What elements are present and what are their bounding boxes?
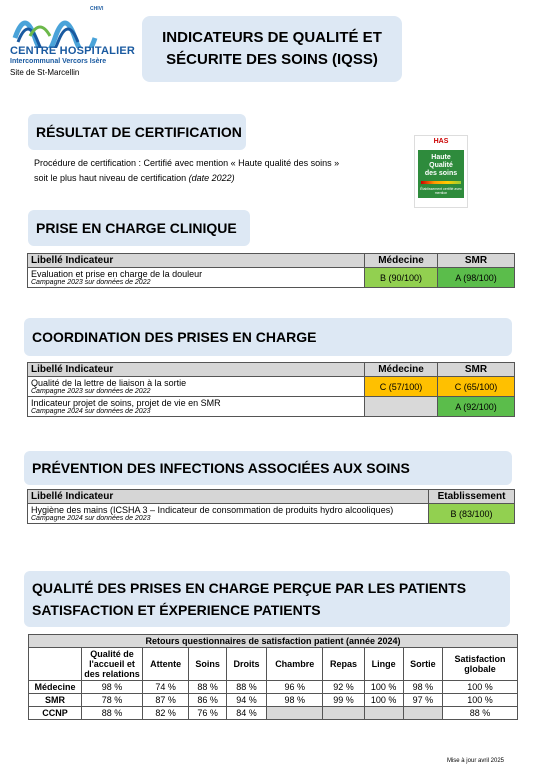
coordination-heading: COORDINATION DES PRISES EN CHARGE bbox=[24, 318, 512, 356]
table-row: Hygiène des mains (ICSHA 3 – Indicateur de consommation de produits hydro alcooliques) Campagne 2024 sur données de 2023 B (83/100) bbox=[28, 504, 515, 524]
table-row: Médecine 98 % 74 % 88 % 88 % 96 % 92 % 100 % 98 % 100 % bbox=[29, 681, 518, 694]
table-row: SMR 78 % 87 % 86 % 94 % 98 % 99 % 100 % 97 % 100 % bbox=[29, 694, 518, 707]
table-row: Evaluation et prise en charge de la douleur Campagne 2023 sur données de 2022 B (90/100) A (98/100) bbox=[28, 268, 515, 288]
prevention-table: Libellé Indicateur Etablissement Hygiène des mains (ICSHA 3 – Indicateur de consommation de produits hydro alcooliques) Campagne 2024 sur données de 2023 B (83/100) bbox=[27, 489, 515, 524]
logo-subtitle: Intercommunal Vercors Isère bbox=[10, 58, 107, 65]
prevention-heading: PRÉVENTION DES INFECTIONS ASSOCIÉES AUX SOINS bbox=[24, 451, 512, 485]
satisfaction-table: Retours questionnaires de satisfaction patient (année 2024) Qualité de l'accueil et des relations Attente Soins Droits Chambre Repas Linge Sortie Satisfaction globale Médecine 98 % 74 % 88 % 88 % 96 % 92 % 100 % 98 % 100 % SMR 78 % 87 % 86 % 94 % 98 % 99 % 100 % 97 % 100 % CCNP 88 % 82 % 76 % 84 % 88 % bbox=[28, 634, 518, 720]
satisfaction-heading: QUALITÉ DES PRISES EN CHARGE PERÇUE PAR LES PATIENTS SATISFACTION ET ÉXPERIENCE PATIENTS bbox=[24, 571, 510, 627]
logo-acronym: CHIVI bbox=[90, 6, 104, 12]
table-row: CCNP 88 % 82 % 76 % 84 % 88 % bbox=[29, 707, 518, 720]
update-date: Mise à jour avril 2025 bbox=[446, 758, 504, 764]
table-row: Qualité de la lettre de liaison à la sortie Campagne 2023 sur données de 2022 C (57/100) C (65/100) bbox=[28, 377, 515, 397]
logo-name: CENTRE HOSPITALIER bbox=[10, 45, 136, 57]
site-name: Site de St-Marcellin bbox=[10, 68, 80, 77]
has-badge: HAS Haute Qualité des soins Établissement certifié avec mention bbox=[414, 135, 468, 208]
hospital-logo bbox=[10, 8, 120, 48]
clinique-table: Libellé Indicateur Médecine SMR Evaluation et prise en charge de la douleur Campagne 2023 sur données de 2022 B (90/100) A (98/100) bbox=[27, 253, 515, 288]
certification-text: Procédure de certification : Certifié avec mention « Haute qualité des soins » soit le plus haut niveau de certification (date 2022) bbox=[34, 158, 340, 183]
clinique-heading: PRISE EN CHARGE CLINIQUE bbox=[28, 210, 250, 246]
page-title: INDICATEURS DE QUALITÉ ET SÉCURITE DES SOINS (IQSS) bbox=[142, 16, 402, 82]
certification-heading: RÉSULTAT DE CERTIFICATION bbox=[28, 114, 246, 150]
table-row: Indicateur projet de soins, projet de vie en SMR Campagne 2024 sur données de 2023 A (92/100) bbox=[28, 397, 515, 417]
coordination-table: Libellé Indicateur Médecine SMR Qualité de la lettre de liaison à la sortie Campagne 2023 sur données de 2022 C (57/100) C (65/100) Indicateur projet de soins, projet de vie en SMR Campagne 2024 sur données de 2023 A (92/100) bbox=[27, 362, 515, 417]
